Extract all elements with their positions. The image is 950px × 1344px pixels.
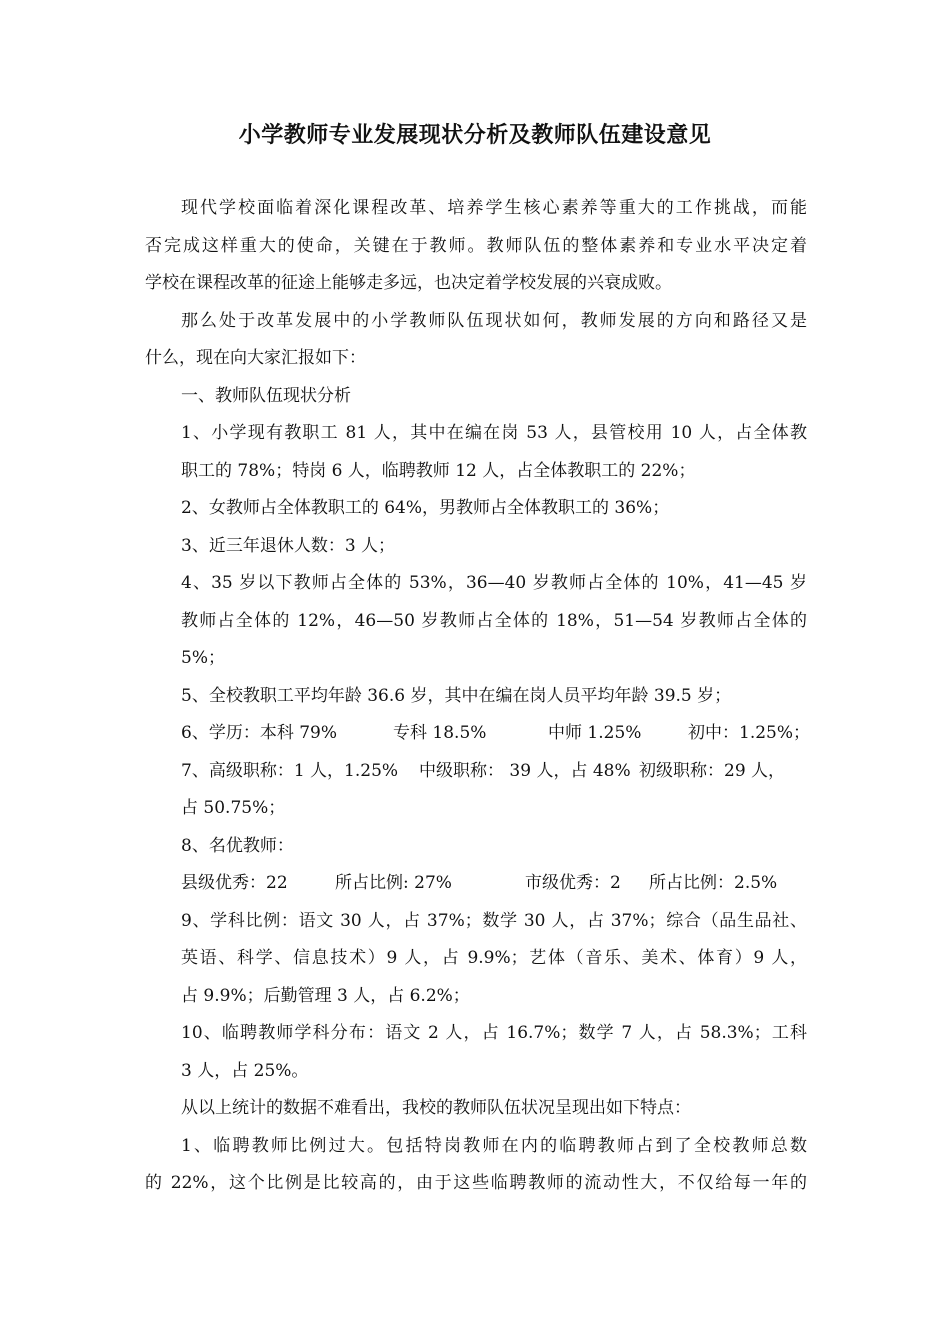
county-excellent: 县级优秀：22 — [181, 873, 288, 893]
list-item: 职工的 78%；特岗 6 人，临聘教师 12 人，占全体教职工的 22%； — [181, 460, 696, 481]
list-item: 10、临聘教师学科分布：语文 2 人，占 16.7%；数学 7 人，占 58.3%；工科 — [181, 1023, 807, 1043]
paragraph-line: 1、临聘教师比例过大。包括特岗教师在内的临聘教师占到了全校教师总数 — [181, 1135, 807, 1156]
paragraph-line: 学校在课程改革的征途上能够走多远，也决定着学校发展的兴衰成败。 — [145, 273, 672, 293]
city-ratio: 所占比例：2.5% — [649, 873, 778, 893]
paragraph-line: 什么，现在向大家汇报如下： — [145, 348, 366, 368]
document-body — [145, 190, 811, 1203]
list-item: 5%； — [181, 648, 225, 668]
list-item-excellent — [145, 865, 807, 903]
list-item-education — [145, 715, 811, 753]
education-junior: 初中：1.25%； — [688, 723, 811, 743]
list-item: 5、全校教职工平均年龄 36.6 岁，其中在编在岗人员平均年龄 39.5 岁； — [181, 685, 732, 706]
title-junior: 初级职称：29 人， — [639, 760, 786, 781]
list-item: 英语、科学、信息技术）9 人，占 9.9%；艺体（音乐、美术、体育）9 人， — [181, 948, 807, 968]
list-item: 4、35 岁以下教师占全体的 53%，36—40 岁教师占全体的 10%，41—45 岁 — [181, 573, 807, 593]
title-middle: 中级职称： 39 人，占 48% — [419, 760, 631, 781]
county-ratio: 所占比例: 27% — [335, 873, 452, 893]
paragraph-line: 的 22%，这个比例是比较高的，由于这些临聘教师的流动性大，不仅给每一年的 — [145, 1173, 807, 1193]
city-excellent: 市级优秀：2 — [525, 873, 621, 893]
education-bachelor: 6、学历：本科 79% — [181, 723, 338, 743]
education-secondary: 中师 1.25% — [548, 723, 642, 743]
summary-line: 从以上统计的数据不难看出，我校的教师队伍状况呈现出如下特点： — [181, 1098, 691, 1118]
paragraph-line: 现代学校面临着深化课程改革、培养学生核心素养等重大的工作挑战，而能 — [181, 198, 807, 218]
education-college: 专科 18.5% — [393, 723, 487, 743]
list-item: 2、女教师占全体教职工的 64%，男教师占全体教职工的 36%； — [181, 498, 670, 518]
list-item: 教师占全体的 12%，46—50 岁教师占全体的 18%，51—54 岁教师占全体的 — [181, 610, 807, 631]
list-item: 8、名优教师： — [181, 835, 294, 856]
paragraph-line: 否完成这样重大的使命，关键在于教师。教师队伍的整体素养和专业水平决定着 — [145, 235, 807, 256]
section-heading: 一、教师队伍现状分析 — [181, 385, 351, 406]
list-item: 占 9.9%；后勤管理 3 人，占 6.2%； — [181, 985, 470, 1006]
list-item-titles — [145, 753, 807, 791]
list-item: 1、小学现有教职工 81 人，其中在编在岗 53 人，县管校用 10 人，占全体教 — [181, 423, 807, 443]
list-item: 3 人，占 25%。 — [181, 1060, 309, 1081]
paragraph-line: 那么处于改革发展中的小学教师队伍现状如何，教师发展的方向和路径又是 — [181, 310, 807, 331]
document-title: 小学教师专业发展现状分析及教师队伍建设意见 — [238, 123, 712, 148]
list-item: 3、近三年退休人数：3 人； — [181, 535, 396, 556]
list-item: 占 50.75%； — [181, 798, 286, 818]
list-item: 9、学科比例：语文 30 人，占 37%；数学 30 人，占 37%；综合（品生品社、 — [181, 910, 807, 931]
title-senior: 7、高级职称：1 人，1.25% — [181, 760, 399, 781]
